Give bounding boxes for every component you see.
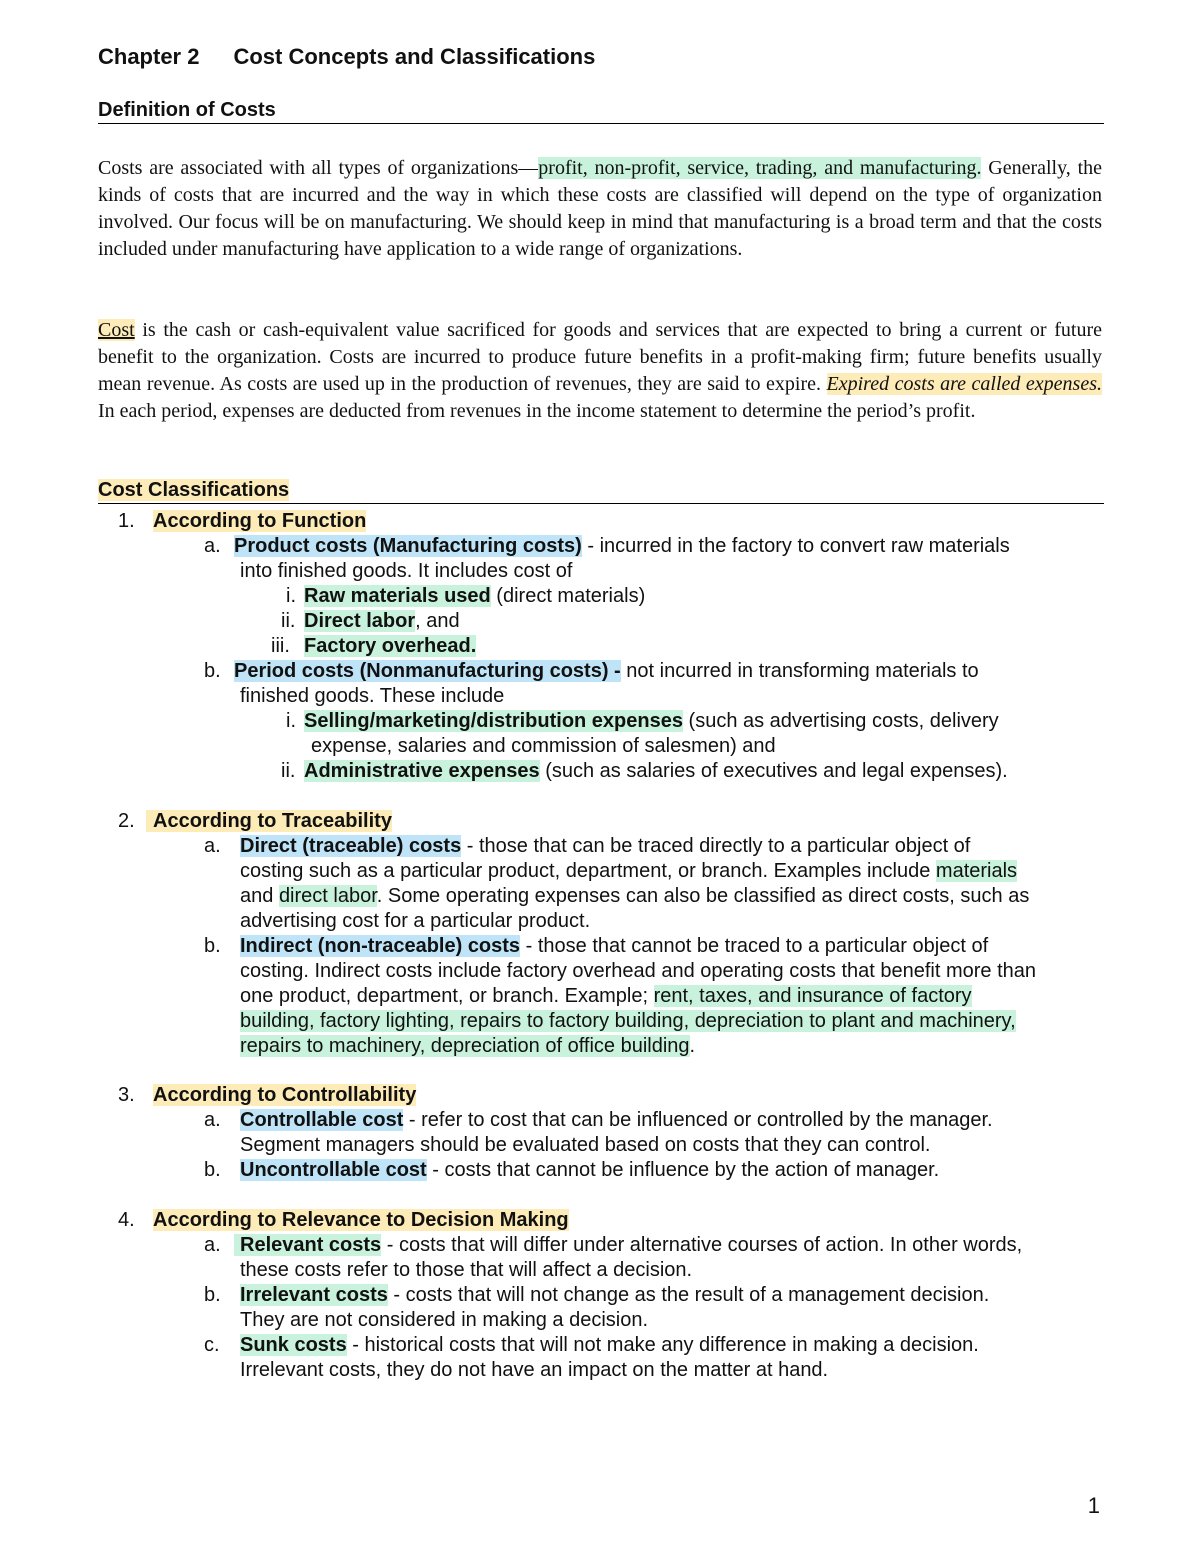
list-marker: a. — [204, 835, 221, 857]
traceability-title: According to Traceability — [146, 809, 392, 834]
selling-expenses-line: Selling/marketing/distribution expenses (such as advertising costs, delivery — [304, 710, 999, 732]
text-line: into finished goods. It includes cost of — [240, 560, 573, 582]
list-marker: b. — [204, 660, 221, 682]
function-title: According to Function — [153, 510, 367, 532]
text-line: costing. Indirect costs include factory overhead and operating costs that benefit more than — [240, 960, 1037, 982]
list-marker: b. — [204, 1159, 221, 1181]
definition-heading: Definition of Costs — [98, 99, 1104, 124]
text-line: building, factory lighting, repairs to factory building, depreciation to plant and machinery, — [240, 1010, 1016, 1032]
chapter-label: Chapter 2 — [98, 44, 200, 69]
text-line: costing such as a particular product, department, or branch. Examples include materials — [240, 860, 1018, 882]
list-number: 1. — [118, 510, 135, 532]
text-line: expense, salaries and commission of salesmen) and — [311, 735, 776, 757]
text-line: Segment managers should be evaluated based on costs that they can control. — [240, 1134, 931, 1156]
list-marker: i. — [286, 585, 296, 607]
raw-materials-line: Raw materials used (direct materials) — [304, 585, 646, 607]
list-marker: a. — [204, 535, 221, 557]
relevance-title: According to Relevance to Decision Making — [153, 1209, 569, 1231]
text-line: finished goods. These include — [240, 685, 505, 707]
text-line: one product, department, or branch. Example; rent, taxes, and insurance of factory — [240, 985, 972, 1007]
uncontrollable-cost-line: Uncontrollable cost - costs that cannot be influence by the action of manager. — [240, 1159, 940, 1181]
controllability-title: According to Controllability — [153, 1084, 417, 1106]
list-marker: a. — [204, 1234, 221, 1256]
chapter-name: Cost Concepts and Classifications — [233, 44, 596, 69]
chapter-title — [98, 44, 595, 70]
product-costs-term: Product costs (Manufacturing costs) — [234, 535, 582, 557]
text-line: Irrelevant costs, they do not have an impact on the matter at hand. — [240, 1359, 829, 1381]
list-marker: ii. — [281, 610, 296, 632]
list-marker: b. — [204, 935, 221, 957]
text-line: repairs to machinery, depreciation of office building. — [240, 1035, 696, 1057]
indirect-costs-line: Indirect (non-traceable) costs - those that cannot be traced to a particular object of — [240, 935, 989, 957]
list-marker: b. — [204, 1284, 221, 1306]
text-line: They are not considered in making a decision. — [240, 1309, 649, 1331]
text-line: advertising cost for a particular product. — [240, 910, 591, 932]
product-costs-line: Product costs (Manufacturing costs) - incurred in the factory to convert raw materials — [234, 535, 1010, 557]
list-marker: ii. — [281, 760, 296, 782]
list-marker: a. — [204, 1109, 221, 1131]
definition-paragraph-1: Costs are associated with all types of organizations—profit, non-profit, service, trading, and manufacturing. Generally, the kinds of costs that are incurred and the way in which these costs are classified will depend on the type of organization involved. Our focus will be on manufacturing. We should keep in mind that manufacturing is a broad term and that the costs included under manufacturing have application to a wide range of organizations. — [98, 157, 1103, 260]
list-number: 3. — [118, 1084, 135, 1106]
sunk-costs-line: Sunk costs - historical costs that will not make any difference in making a decision. — [240, 1334, 979, 1356]
period-costs-term: Period costs (Nonmanufacturing costs) - — [234, 660, 621, 682]
direct-labor-line: Direct labor, and — [304, 610, 460, 632]
period-costs-line: Period costs (Nonmanufacturing costs) - not incurred in transforming materials to — [234, 660, 979, 682]
controllable-cost-line: Controllable cost - refer to cost that can be influenced or controlled by the manager. — [240, 1109, 993, 1131]
irrelevant-costs-line: Irrelevant costs - costs that will not change as the result of a management decision. — [240, 1284, 990, 1306]
cost-term: Cost — [98, 319, 135, 341]
organization-types-highlight: profit, non-profit, service, trading, and manufacturing. — [538, 157, 982, 179]
page-number: 1 — [1087, 1493, 1100, 1518]
factory-overhead-line: Factory overhead. — [304, 635, 477, 657]
text-line: and direct labor. Some operating expenses can also be classified as direct costs, such as — [240, 885, 1030, 907]
text-line: these costs refer to those that will affect a decision. — [240, 1259, 693, 1281]
list-marker: i. — [286, 710, 296, 732]
definition-paragraph-2: Cost is the cash or cash-equivalent value sacrificed for goods and services that are expected to bring a current or future benefit to the organization. Costs are incurred to produce future benefits in a profit-making firm; future benefits usually mean revenue. As costs are used up in the production of revenues, they are said to expire. Expired costs are called expenses. In each period, expenses are deducted from revenues in the income statement to determine the period’s profit. — [98, 319, 1103, 422]
list-marker: iii. — [271, 635, 290, 657]
classifications-heading: Cost Classifications — [98, 479, 1104, 504]
expired-costs-highlight: Expired costs are called expenses. — [826, 373, 1103, 395]
list-number: 4. — [118, 1209, 135, 1231]
administrative-expenses-line: Administrative expenses (such as salaries of executives and legal expenses). — [304, 760, 1008, 782]
list-marker: c. — [204, 1334, 220, 1356]
relevant-costs-line: Relevant costs - costs that will differ under alternative courses of action. In other words, — [234, 1233, 1022, 1258]
list-number: 2. — [118, 810, 135, 832]
direct-costs-line: Direct (traceable) costs - those that can be traced directly to a particular object of — [240, 835, 971, 857]
